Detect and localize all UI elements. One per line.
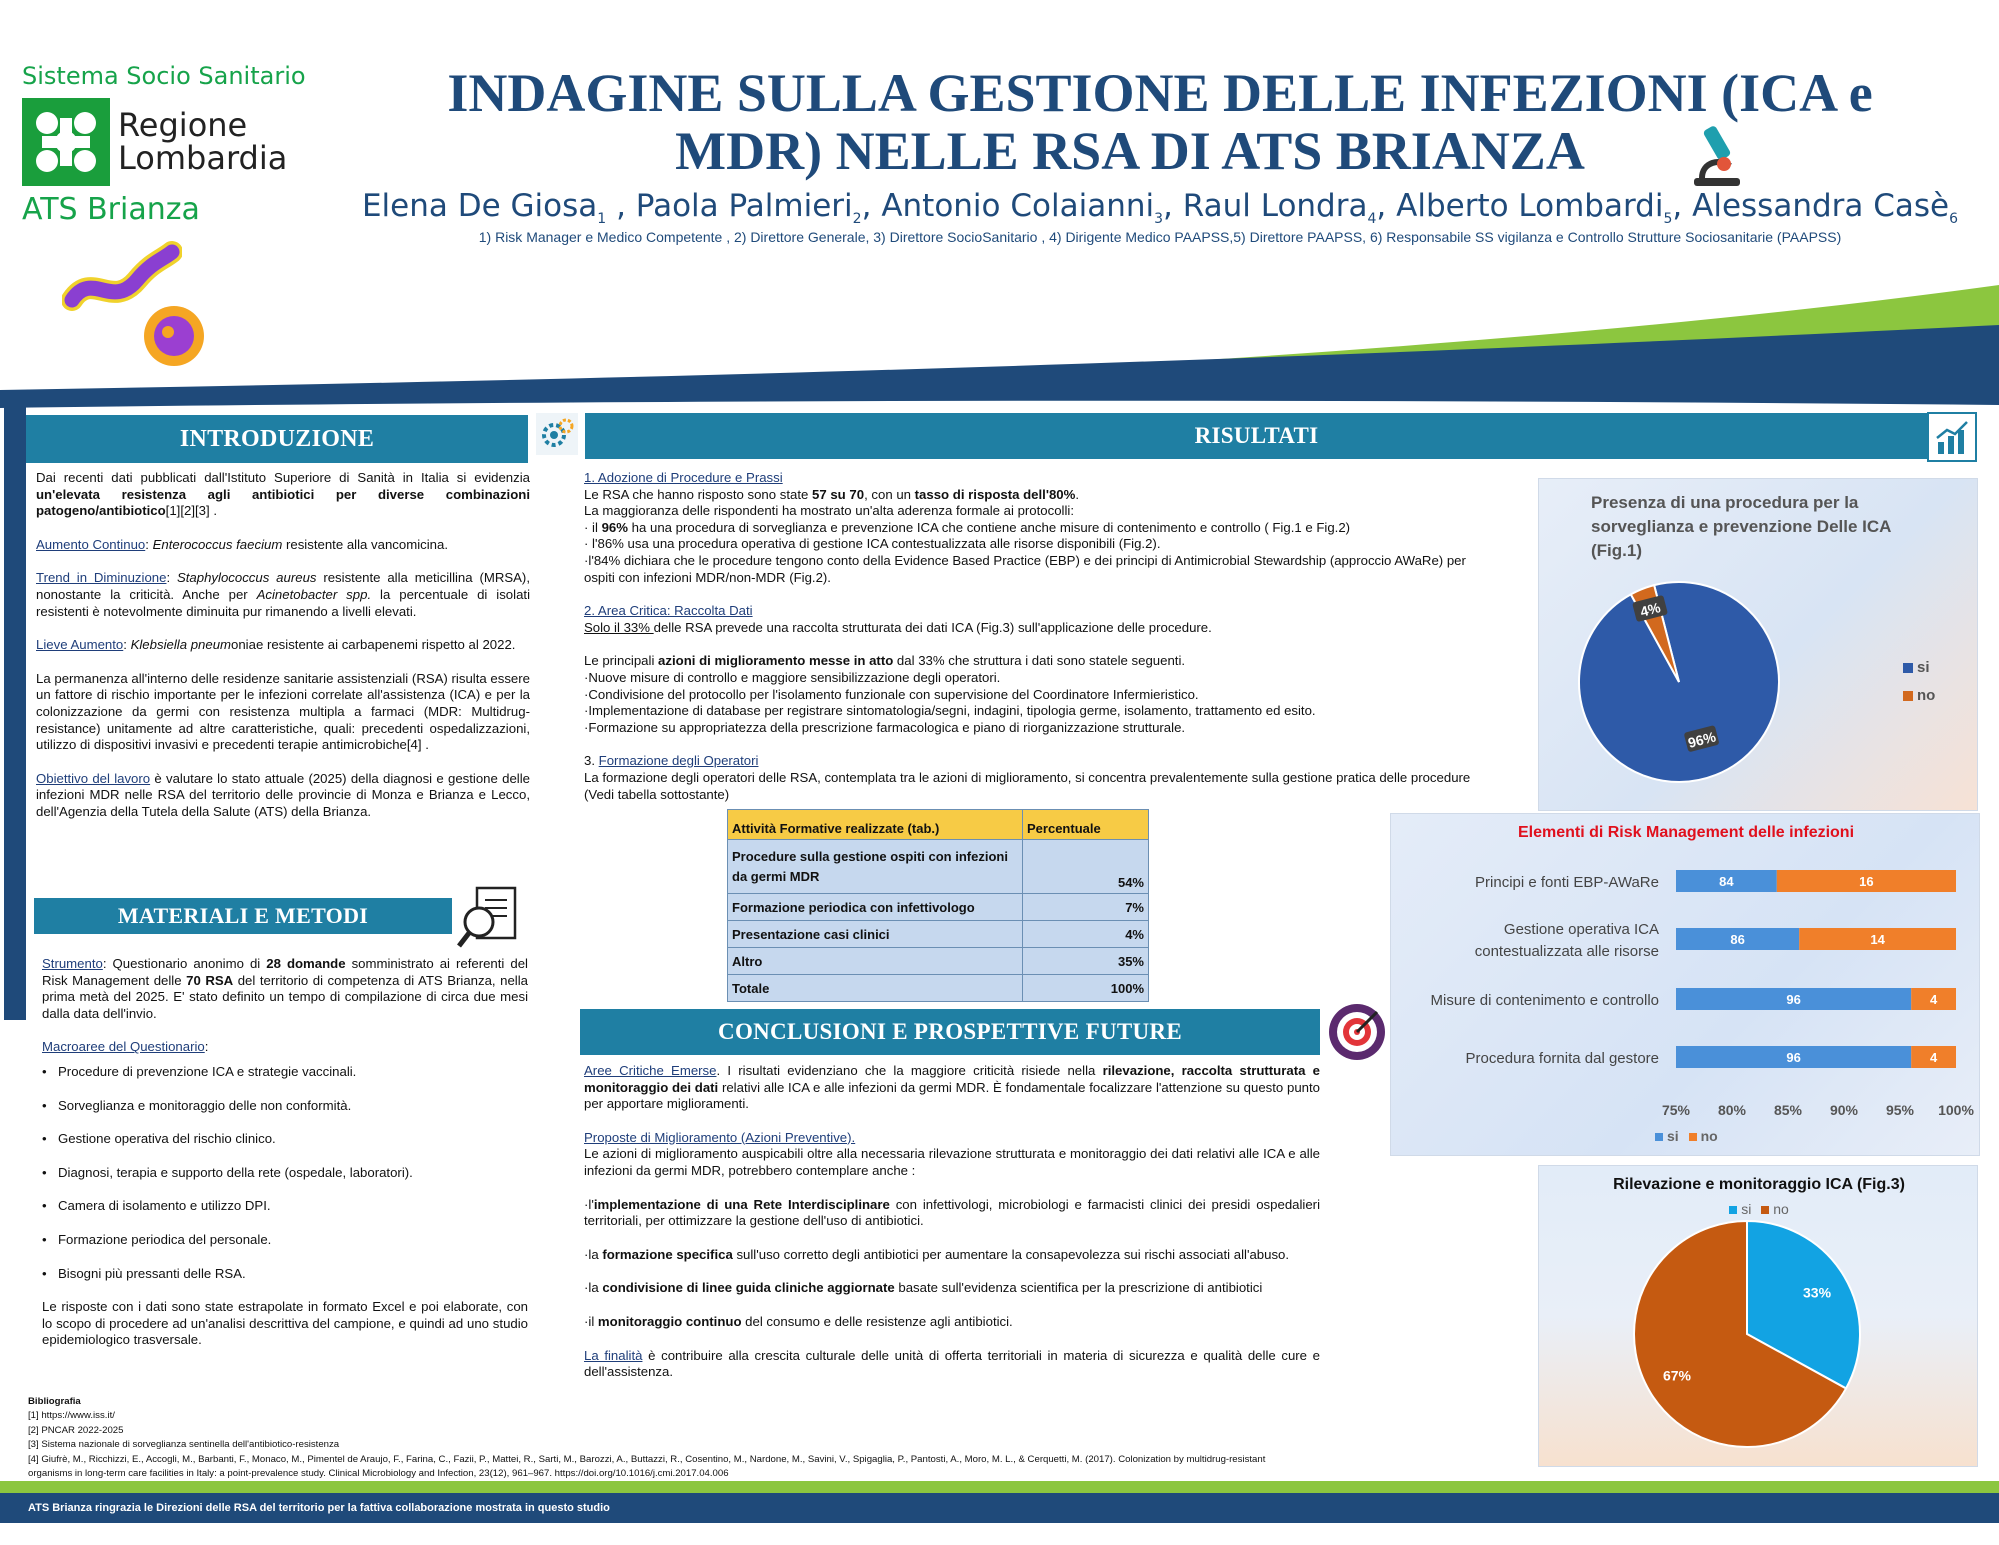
results-adherence: La maggioranza delle rispondenti ha mostrato un'alta aderenza formale ai protocolli: bbox=[584, 503, 1075, 519]
author-5: Alberto Lombardi$_5$, bbox=[1396, 188, 1693, 228]
logo-lombardia-text: Lombardia bbox=[118, 139, 288, 177]
results-section-2-title: 2. Area Critica: Raccolta Dati bbox=[584, 603, 753, 619]
results-improvement-actions: Le principali azioni di miglioramento messe in atto dal 33% che struttura i dati sono statele seguenti. bbox=[584, 653, 1186, 669]
pie-label-no: 4% bbox=[1638, 599, 1663, 620]
x-tick-label: 75% bbox=[1661, 1102, 1691, 1118]
list-item: • Gestione operativa del rischio clinico. bbox=[42, 1131, 276, 1147]
bar-category-label: contestualizzata alle risorse bbox=[1474, 943, 1659, 960]
table-cell-value: 7% bbox=[1023, 894, 1149, 921]
footer-bar bbox=[0, 1493, 1999, 1523]
fig3-legend-si: si bbox=[1729, 1201, 1751, 1217]
table-header-percent: Percentuale bbox=[1023, 810, 1149, 840]
author-3: Antonio Colaianni$_3$, bbox=[881, 188, 1183, 228]
bibliography-ref-3: [3] Sistema nazionale di sorveglianza sentinella dell'antibiotico-resistenza bbox=[28, 1439, 340, 1451]
bar-label-si: 96 bbox=[1786, 992, 1801, 1007]
table-cell-value: 4% bbox=[1023, 921, 1149, 948]
bibliography-ref-4: [4] Giufrè, M., Ricchizzi, E., Accogli, M., Barbanti, F., Monaco, M., Pimentel de Araujo, F., Farina, C., Fazii, P., Mattei, R., Sarti, M., Barozzi, A., Buttazzi, R., Cosentino, M., Nardone, M., Savini, V., Spigaglia, P., Pantosti, A., Moro, M. L., & Cerquetti, M. (2017). Colonization by multidrug-resistant bbox=[28, 1453, 1266, 1465]
list-item: ·Implementazione di database per registrare sintomatologia/segni, indagini, tipologia germe, isolamento, trattamento ed esito. bbox=[584, 703, 1316, 719]
microscope-icon bbox=[1680, 122, 1752, 194]
methods-macroaree-label: Macroaree del Questionario: bbox=[42, 1039, 209, 1055]
table-cell-label: Procedure sulla gestione ospiti con infezioni da germi MDR bbox=[728, 840, 1023, 894]
authors-line bbox=[330, 188, 1990, 227]
bibliography-ref-4-cont: organisms in long-term care facilities in Italy: a point-prevalence study. Clinical Microbiology and Infection, 23(12), 961–967. https://doi.org/10.1016/j.cmi.2017.04.006 bbox=[28, 1468, 729, 1480]
bibliography bbox=[28, 1395, 1468, 1481]
gears-icon bbox=[536, 413, 578, 455]
header-wave-decoration bbox=[0, 280, 1999, 430]
list-item: • Bisogni più pressanti delle RSA. bbox=[42, 1265, 246, 1281]
virus-cell-icon bbox=[138, 300, 210, 372]
table-row bbox=[728, 894, 1149, 921]
results-section-1-title: 1. Adozione di Procedure e Prassi bbox=[584, 470, 783, 485]
bar-label-si: 84 bbox=[1719, 874, 1734, 889]
list-item: • Formazione periodica del personale. bbox=[42, 1231, 272, 1247]
results-section-3-title: 3. Formazione degli Operatori bbox=[584, 753, 759, 769]
pie-label-si: 33% bbox=[1803, 1284, 1832, 1301]
lombardia-cross-icon bbox=[22, 98, 110, 186]
intro-paragraph-4: Lieve Aumento: Klebsiella pneumoniae resistente ai carbapenemi rispetto al 2022. bbox=[36, 637, 516, 653]
bar-category-label: Principi e fonti EBP-AWaRe bbox=[1475, 874, 1659, 891]
fig3-pie-svg bbox=[1539, 1166, 1979, 1468]
intro-paragraph-1: Dai recenti dati pubblicati dall'Istituto Superiore di Sanità in Italia si evidenzia un'elevata resistenza agli antibiotici per diverse combinazioni patogeno/antibiotico[1][2][3] . bbox=[36, 470, 530, 519]
left-navy-edge bbox=[4, 400, 26, 1020]
conclusions-network: ·l'implementazione di una Rete Interdisciplinare con infettivologi, microbiologi e farmacisti clinici dei presidi ospedalieri territoriali, per ottimizzare la gestione dell'uso di antibiotici. bbox=[584, 1196, 1320, 1229]
results-adherence-86: · l'86% usa una procedura operativa di gestione ICA contestualizzata alle risorse disponibili (Fig.2). bbox=[584, 536, 1161, 552]
table-row bbox=[728, 948, 1149, 975]
table-cell-label: Altro bbox=[728, 948, 1023, 975]
bar-category-label: Misure di contenimento e controllo bbox=[1430, 992, 1659, 1009]
intro-paragraph-2: Aumento Continuo: Enterococcus faecium resistente alla vancomicina. bbox=[36, 536, 448, 552]
table-cell-label: Totale bbox=[728, 975, 1023, 1002]
poster-title-line1: INDAGINE SULLA GESTIONE DELLE INFEZIONI (ICA e bbox=[447, 63, 1873, 123]
conclusions-purpose: La finalità è contribuire alla crescita culturale delle unità di offerta territoriali in materia di sicurezza e qualità delle cure e dell'assistenza. bbox=[584, 1347, 1321, 1380]
x-tick-label: 85% bbox=[1773, 1102, 1803, 1118]
logo-block bbox=[22, 62, 332, 242]
table-row bbox=[728, 975, 1149, 1002]
bar-label-si: 86 bbox=[1730, 932, 1745, 947]
bibliography-ref-1: [1] https://www.iss.it/ bbox=[28, 1410, 115, 1422]
chart-growth-icon bbox=[1927, 412, 1977, 462]
conclusions-proposals-title: Proposte di Miglioramento (Azioni Preventive). bbox=[584, 1129, 856, 1145]
list-item: • Diagnosi, terapia e supporto della rete (ospedale, laboratori). bbox=[42, 1164, 413, 1180]
bar-label-si: 96 bbox=[1786, 1050, 1801, 1065]
training-table bbox=[727, 809, 1149, 1002]
bar-label-no: 4 bbox=[1929, 992, 1938, 1007]
methods-macroaree-list bbox=[42, 1064, 528, 1282]
fig2-legend-no: no bbox=[1689, 1128, 1718, 1144]
list-item: ·Condivisione del protocollo per l'isolamento funzionale con supervisione del Coordinatore Infermieristico. bbox=[584, 686, 1199, 702]
fig2-legend-si: si bbox=[1655, 1128, 1679, 1144]
fig2-bar-svg bbox=[1391, 814, 1981, 1157]
pie-label-si: 96% bbox=[1686, 728, 1718, 751]
fig3-legend-no: no bbox=[1761, 1201, 1789, 1217]
fig1-legend bbox=[1903, 654, 1935, 710]
bibliography-ref-2: [2] PNCAR 2022-2025 bbox=[28, 1424, 124, 1436]
logo-ats-text: ATS Brianza bbox=[22, 192, 200, 227]
results-adherence-96: · il 96% ha una procedura di sorveglianza e prevenzione ICA che contiene anche misure di contenimento e controllo ( Fig.1 e Fig.2) bbox=[584, 519, 1351, 535]
fig1-pie-svg bbox=[1539, 479, 1979, 812]
table-cell-value: 35% bbox=[1023, 948, 1149, 975]
conclusions-guidelines: ·la condivisione di linee guida cliniche aggiornate basate sull'evidenza scientifica per la prescrizione di antibiotici bbox=[584, 1280, 1263, 1296]
intro-body bbox=[36, 470, 530, 821]
conclusions-training: ·la formazione specifica sull'uso corretto degli antibiotici per aumentare la consapevolezza sui rischi associati all'abuso. bbox=[584, 1246, 1290, 1262]
table-cell-label: Presentazione casi clinici bbox=[728, 921, 1023, 948]
affiliations-line: 1) Risk Manager e Medico Competente , 2) Direttore Generale, 3) Direttore SocioSanitario , 4) Dirigente Medico PAAPSS,5) Direttore PAAPSS, 6) Responsabile SS vigilanza e Controllo Strutture Sociosanitarie (PAAPSS) bbox=[478, 229, 1842, 245]
fig1-chart-panel bbox=[1538, 478, 1978, 811]
list-item: • Procedure di prevenzione ICA e strategie vaccinali. bbox=[42, 1063, 357, 1079]
x-tick-label: 95% bbox=[1885, 1102, 1915, 1118]
x-tick-label: 100% bbox=[1938, 1102, 1974, 1118]
fig3-chart-panel bbox=[1538, 1165, 1978, 1467]
table-cell-label: Formazione periodica con infettivologo bbox=[728, 894, 1023, 921]
table-header-activity: Attività Formative realizzate (tab.) bbox=[728, 810, 1023, 840]
conclusions-body bbox=[584, 1063, 1320, 1381]
conclusions-monitoring: ·il monitoraggio continuo del consumo e delle resistenze agli antibiotici. bbox=[584, 1313, 1013, 1329]
target-icon bbox=[1327, 1002, 1387, 1062]
methods-closing: Le risposte con i dati sono state estrapolate in formato Excel e poi elaborate, con lo scopo di procedere ad un'analisi descrittiva del campione, e quindi ad uno studio epidemiologico trasversale. bbox=[42, 1299, 528, 1348]
bar-label-no: 16 bbox=[1859, 874, 1874, 889]
list-item: ·Formazione su appropriatezza della prescrizione farmacologica e piano di riorganizzazione strutturale. bbox=[584, 719, 1186, 735]
methods-heading: MATERIALI E METODI bbox=[34, 898, 452, 934]
table-row bbox=[728, 921, 1149, 948]
footer-thanks-text: ATS Brianza ringrazia le Direzioni delle RSA del territorio per la fattiva collaborazione mostrata in questo studio bbox=[28, 1502, 610, 1514]
methods-strumento: Strumento: Questionario anonimo di 28 domande somministrato ai referenti del Risk Management delle 70 RSA del territorio di competenza di ATS Brianza, nella prima metà del 2025. E' stato definito un tempo di compilazione di circa due mesi dalla data dell'invio. bbox=[42, 956, 528, 1021]
bar-category-label: Gestione operativa ICA bbox=[1503, 921, 1659, 938]
table-header-row bbox=[728, 810, 1149, 840]
fig1-title: Presenza di una procedura per la sorveglianza e prevenzione Delle ICA (Fig.1) bbox=[1591, 493, 1891, 560]
fig2-legend bbox=[1655, 1128, 1718, 1144]
table-cell-value: 54% bbox=[1023, 840, 1149, 894]
intro-paragraph-6: Obiettivo del lavoro è valutare lo stato attuale (2025) della diagnosi e gestione delle infezioni MDR nelle RSA del territorio delle provincie di Monza e Brianza e Lecco, dell'Agenzia della Tutela della Salute (ATS) della Brianza. bbox=[36, 770, 530, 819]
results-adherence-84: ·l'84% dichiara che le procedure tengono conto della Evidence Based Practice (EBP) e dei principi di Antimicrobial Stewardship (approccio AWaRe) per ospiti con infezioni MDR/non-MDR (Fig.2). bbox=[584, 552, 1466, 585]
x-tick-label: 80% bbox=[1717, 1102, 1747, 1118]
bar-label-no: 4 bbox=[1929, 1050, 1938, 1065]
author-6: Alessandra Casè$_6$ bbox=[1692, 188, 1959, 228]
results-heading: RISULTATI bbox=[585, 413, 1928, 459]
author-1: Elena De Giosa$_1$ , bbox=[361, 188, 636, 228]
table-cell-value: 100% bbox=[1023, 975, 1149, 1002]
bar-label-no: 14 bbox=[1870, 932, 1885, 947]
conclusions-critical-areas: Aree Critiche Emerse. I risultati evidenziano che la maggiore criticità risiede nella rilevazione, raccolta strutturata e monitoraggio dei dati relativi alle ICA e alle infezioni da germi MDR. È fondamentale focalizzare l'attenzione su questo punto per apportare miglioramenti. bbox=[584, 1063, 1320, 1112]
list-item: • Camera di isolamento e utilizzo DPI. bbox=[42, 1198, 271, 1214]
intro-paragraph-3: Trend in Diminuzione: Staphylococcus aureus resistente alla meticillina (MRSA), nonostante la criticità. Anche per Acinetobacter spp. la percentuale di isolati resistenti è notevolmente diminuita pur rimanendo a livelli elevati. bbox=[36, 570, 530, 619]
results-data-collection: Solo il 33% delle RSA prevede una raccolta strutturata dei dati ICA (Fig.3) sull'applicazione delle procedure. bbox=[584, 619, 1212, 635]
bibliography-heading: Bibliografia bbox=[28, 1396, 81, 1407]
intro-heading: INTRODUZIONE bbox=[26, 415, 528, 463]
logo-sistema-text: Sistema Socio Sanitario bbox=[22, 62, 306, 90]
footer-green-strip bbox=[0, 1481, 1999, 1493]
document-magnifier-icon bbox=[455, 884, 525, 954]
pie-label-no: 67% bbox=[1662, 1367, 1691, 1384]
conclusions-heading: CONCLUSIONI E PROSPETTIVE FUTURE bbox=[580, 1009, 1320, 1055]
poster-title-line2: MDR) NELLE RSA DI ATS BRIANZA bbox=[675, 121, 1585, 181]
fig3-title: Rilevazione e monitoraggio ICA (Fig.3) bbox=[1613, 1176, 1905, 1193]
methods-body bbox=[42, 956, 528, 1349]
fig1-legend-no: no bbox=[1903, 682, 1935, 710]
list-item: • Sorveglianza e monitoraggio delle non conformità. bbox=[42, 1097, 352, 1113]
fig2-chart-panel bbox=[1390, 813, 1980, 1156]
list-item: ·Nuove misure di controllo e maggiore sensibilizzazione degli operatori. bbox=[584, 669, 1001, 685]
results-response-rate: Le RSA che hanno risposto sono state 57 su 70, con un tasso di risposta dell'80%. bbox=[584, 486, 1080, 502]
conclusions-proposals-text: Le azioni di miglioramento auspicabili oltre alla necessaria rilevazione strutturata e monitoraggio dei dati relativi alle ICA e alle infezioni da germi MDR, potrebbero contemplare anche : bbox=[584, 1146, 1320, 1178]
x-tick-label: 90% bbox=[1829, 1102, 1859, 1118]
fig1-legend-si: si bbox=[1903, 654, 1935, 682]
bar-category-label: Procedura fornita dal gestore bbox=[1465, 1050, 1659, 1067]
intro-paragraph-5: La permanenza all'interno delle residenze sanitarie assistenziali (RSA) risulta essere un fattore di rischio importante per le infezioni correlate all'assistenza (ICA) e per la colonizzazione da germi con resistenza multipla a farmaci (MDR: Multidrug-resistance) unitamente ad altre caratteristiche, quali: precedenti ospedalizzazioni, utilizzo di dispositivi invasivi e precedenti terapie antimicrobiche[4] . bbox=[36, 670, 530, 753]
author-4: Raul Londra$_4$, bbox=[1182, 188, 1397, 228]
table-row bbox=[728, 840, 1149, 894]
author-2: Paola Palmieri$_2$, bbox=[635, 188, 882, 228]
results-body bbox=[584, 470, 1478, 803]
logo-regione-text: Regione bbox=[118, 106, 248, 144]
fig2-title: Elementi di Risk Management delle infezioni bbox=[1517, 824, 1855, 841]
results-training-text: La formazione degli operatori delle RSA, contemplata tra le azioni di miglioramento, si concentra prevalentemente sulla gestione pratica delle procedure (Vedi tabella sottostante) bbox=[584, 769, 1471, 802]
